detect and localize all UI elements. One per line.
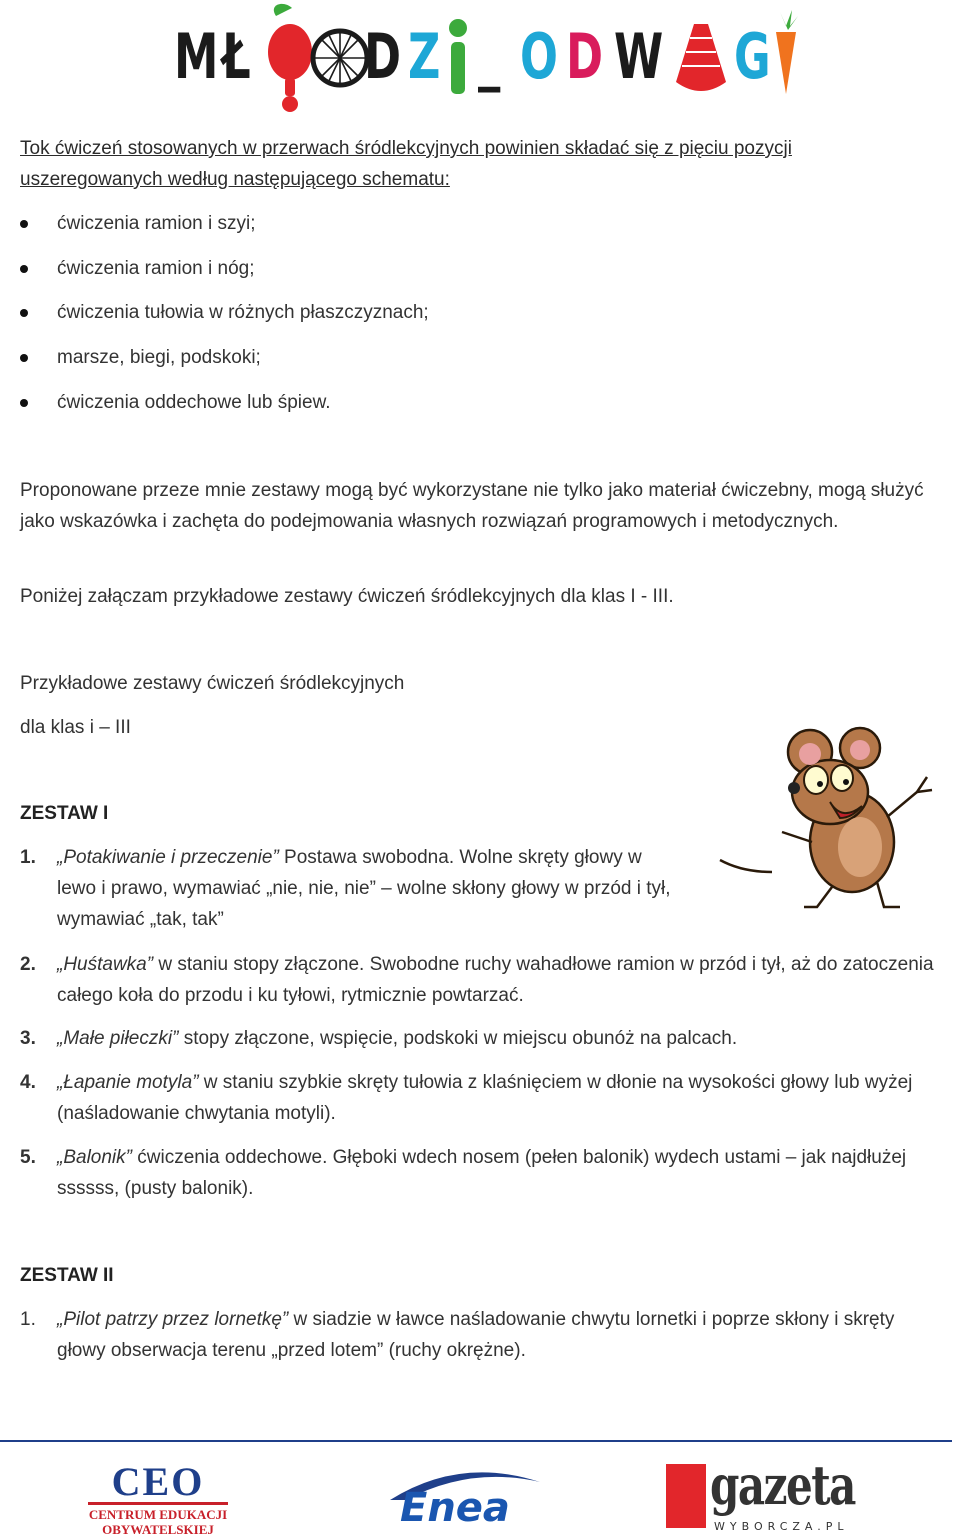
gazeta-logo <box>666 1453 876 1536</box>
set1-exercise-4 <box>20 1067 935 1129</box>
shuttlecock-icon <box>672 20 730 96</box>
exercise-text-line3: wymawiać „tak, tak” <box>57 909 224 930</box>
list-item: ćwiczenia ramion i nóg; <box>20 251 900 296</box>
logo-letter-g: G <box>734 20 771 93</box>
logo-letter-d2: D <box>566 20 604 93</box>
gazeta-red-block <box>666 1464 706 1528</box>
logo-letter-d: D <box>364 20 402 93</box>
logo-letter-m: M <box>174 20 219 93</box>
gazeta-logo-text: gazeta <box>710 1453 855 1517</box>
exercise-number: 3. <box>20 1028 36 1049</box>
ceo-logo <box>88 1459 228 1537</box>
list-item: ćwiczenia tułowia w różnych płaszczyznach; <box>20 295 900 340</box>
logo-letter-w: W <box>614 20 664 93</box>
ceo-logo-line2: OBYWATELSKIEJ <box>102 1522 214 1537</box>
exercise-text-line2: lewo i prawo, wymawiać „nie, nie, nie” – wolne skłony głowy w przód i tył, <box>57 878 671 899</box>
bullet-icon <box>20 399 28 407</box>
exercise-text: w staniu stopy złączone. Swobodne ruchy wahadłowe ramion w przód i tył, aż do zatoczenia całego koła do przodu i ku tyłowi, rytmicznie powtarzać. <box>57 954 934 1006</box>
exercise-body <box>57 842 720 935</box>
person-icon <box>446 18 470 96</box>
list-item: marsze, biegi, podskoki; <box>20 340 900 385</box>
paragraph-attachment: Poniżej załączam przykładowe zestawy ćwiczeń śródlekcyjnych dla klas I - III. <box>20 586 674 607</box>
set2-exercise-1 <box>20 1304 935 1366</box>
bullet-icon <box>20 354 28 362</box>
exercise-number: 4. <box>20 1072 36 1093</box>
exercise-number: 2. <box>20 954 36 975</box>
carrot-icon <box>772 8 800 96</box>
exercise-title: „Małe piłeczki” <box>57 1028 179 1049</box>
list-item: ćwiczenia oddechowe lub śpiew. <box>20 385 900 430</box>
logo-letter-l: Ł <box>222 20 251 93</box>
bullet-icon <box>20 265 28 273</box>
exercise-title: „Huśtawka” <box>57 954 154 975</box>
exercise-text: stopy złączone, wspięcie, podskoki w miejscu obunóż na palcach. <box>178 1028 738 1049</box>
enea-logo <box>380 1462 550 1534</box>
ceo-logo-line1: CENTRUM EDUKACJI <box>88 1507 228 1522</box>
footer-divider <box>0 1440 952 1442</box>
exercise-title: „Balonik” <box>57 1147 132 1168</box>
exercise-text: ćwiczenia oddechowe. Głęboki wdech nosem (pełen balonik) wydech ustami – jak najdłużej ssssss, (pusty balonik). <box>57 1147 907 1199</box>
exercise-body <box>57 1067 935 1129</box>
header-logo <box>160 0 800 118</box>
logo-letter-z: Z <box>408 20 441 93</box>
exercise-text: w staniu szybkie skręty tułowia z klaśnięciem w dłonie na wysokości głowy lub wyżej (naśladowanie chwytania motyli). <box>57 1072 913 1124</box>
bullet-icon <box>20 220 28 228</box>
logo-underscore: _ <box>478 20 501 93</box>
set1-exercise-3 <box>20 1023 935 1054</box>
intro-text: Tok ćwiczeń stosowanych w przerwach śródlekcyjnych powinien składać się z pięciu pozycji uszeregowanych według następującego schematu: <box>20 138 792 190</box>
set1-heading: ZESTAW I <box>20 803 109 824</box>
exercise-body <box>57 949 935 1011</box>
exercise-body <box>57 1142 935 1204</box>
paragraph-proposal: Proponowane przeze mnie zestawy mogą być wykorzystane nie tylko jako materiał ćwiczebny, mogą służyć jako wskazówka i zachęta do podejmowania własnych rozwiązań programowych i metodycznych. <box>20 480 924 532</box>
ceo-logo-mark: CEO <box>88 1462 228 1505</box>
wheel-icon <box>310 22 370 94</box>
exercise-number: 1. <box>20 1309 36 1330</box>
enea-logo-text: Enea <box>400 1485 510 1531</box>
bullet-list <box>20 206 900 429</box>
exercise-text: w siadzie w ławce naśladowanie chwytu lornetki i poprze skłony i skręty głowy obserwacja terenu „przed lotem” (ruchy okrężne). <box>57 1309 895 1361</box>
exercise-body <box>57 1304 935 1366</box>
bullet-icon <box>20 309 28 317</box>
list-item: ćwiczenia ramion i szyi; <box>20 206 900 251</box>
set1-exercise-2 <box>20 949 935 1011</box>
set2-heading: ZESTAW II <box>20 1265 114 1286</box>
set1-exercise-5 <box>20 1142 935 1204</box>
exercise-number: 5. <box>20 1147 36 1168</box>
exercise-title: „Pilot patrzy przez lornetkę” <box>57 1309 289 1330</box>
subtitle-classes: dla klas i – III <box>20 717 131 738</box>
exercise-title: „Łapanie motyla” <box>57 1072 199 1093</box>
exercise-text: Postawa swobodna. Wolne skręty głowy w <box>278 847 642 868</box>
exercise-title: „Potakiwanie i przeczenie” <box>57 847 279 868</box>
set1-exercise-1 <box>20 842 720 935</box>
logo-letter-o: O <box>520 20 558 93</box>
exercise-number: 1. <box>20 847 36 868</box>
exercise-body <box>57 1023 935 1054</box>
subtitle-sets: Przykładowe zestawy ćwiczeń śródlekcyjnych <box>20 673 405 694</box>
mouse-cartoon-image <box>712 722 940 912</box>
gazeta-logo-sub: WYBORCZA.PL <box>714 1520 849 1533</box>
